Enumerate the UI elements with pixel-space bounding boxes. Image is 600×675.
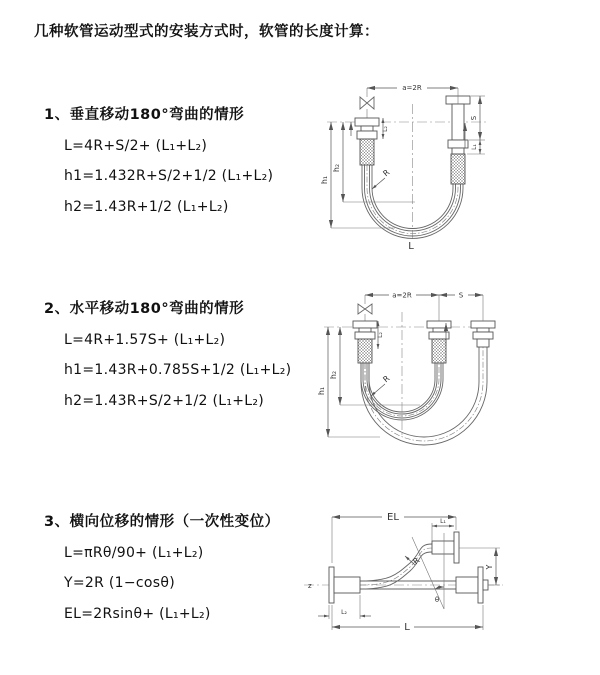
fitting-middle-2 [427, 321, 451, 363]
angle-label-theta: θ [434, 596, 440, 604]
dim-label-l2-3: L₂ [341, 609, 347, 616]
dim-label-l2-2: L₂ [377, 332, 384, 338]
section-vertical-bend [44, 106, 273, 217]
dim-label-l-bottom: L [408, 241, 414, 252]
centerlines-2 [324, 312, 494, 437]
section-1-formula-l: L=4R+S/2+ (L₁+L₂) [64, 137, 208, 154]
dimensions-2 [317, 290, 483, 437]
hose-curves-2 [361, 347, 487, 445]
dim-label-a2r: a=2R [402, 84, 422, 92]
fitting-right-2 [471, 321, 495, 347]
fitting-left-3 [329, 567, 360, 603]
dim-label-h2-2: h₂ [329, 370, 338, 380]
datum-mark: z [308, 582, 312, 590]
section-1-formula-h2: h2=1.43R+1/2 (L₁+L₂) [64, 198, 229, 215]
dim-label-l2: L₂ [382, 126, 389, 132]
section-horizontal-bend [44, 300, 291, 411]
dim-label-s: S [470, 115, 478, 121]
fitting-right-lower-3 [456, 567, 488, 603]
section-2-formula-l: L=4R+1.57S+ (L₁+L₂) [64, 331, 226, 348]
dim-label-h1: h₁ [320, 175, 329, 185]
dim-label-l-3: L [404, 622, 410, 633]
dim-label-a2r-2: a=2R [392, 291, 412, 300]
section-2-heading: 2、水平移动180°弯曲的情形 [44, 301, 245, 317]
dim-label-r-3: R [411, 555, 422, 567]
section-3-formula-el: EL=2Rsinθ+ (L₁+L₂) [64, 605, 211, 622]
dim-label-l1: L₁ [471, 144, 478, 150]
fitting-right-1 [446, 96, 470, 184]
fitting-left-1 [355, 118, 379, 165]
dim-label-h2: h₂ [332, 163, 341, 173]
page-title: 几种软管运动型式的安装方式时，软管的长度计算： [34, 24, 379, 40]
hose-s-curve-3 [360, 544, 432, 589]
fitting-left-2 [353, 321, 377, 363]
section-3-formula-y: Y=2R (1−cosθ) [64, 575, 175, 591]
section-1-formula-h1: h1=1.432R+S/2+1/2 (L₁+L₂) [64, 168, 274, 184]
dim-label-el: EL [387, 512, 399, 523]
dim-label-y: Y [485, 564, 494, 570]
dim-label-r: R [381, 167, 392, 179]
valve-icon [360, 88, 374, 118]
section-2-formula-h1: h1=1.43R+0.785S+1/2 (L₁+L₂) [64, 362, 292, 378]
diagram-1-vertical-bend [315, 76, 595, 261]
valve-icon-2 [358, 295, 372, 321]
section-1-heading: 1、垂直移动180°弯曲的情形 [44, 107, 245, 123]
section-3-heading: 3、横向位移的情形（一次性变位） [44, 514, 280, 530]
section-3-formula-l: L=πRθ/90+ (L₁+L₂) [64, 544, 204, 561]
section-lateral-displacement [44, 513, 280, 624]
diagram-2-horizontal-bend [312, 287, 597, 447]
dim-label-s-2: S [458, 291, 464, 300]
dim-label-r-2: R [381, 373, 392, 385]
dim-label-l1-3: L₁ [440, 518, 446, 525]
dim-label-h1-2: h₁ [317, 386, 326, 396]
section-2-formula-h2: h2=1.43R+S/2+1/2 (L₁+L₂) [64, 392, 265, 409]
fitting-right-upper-3 [432, 532, 459, 563]
diagram-3-lateral-displacement [298, 505, 598, 650]
